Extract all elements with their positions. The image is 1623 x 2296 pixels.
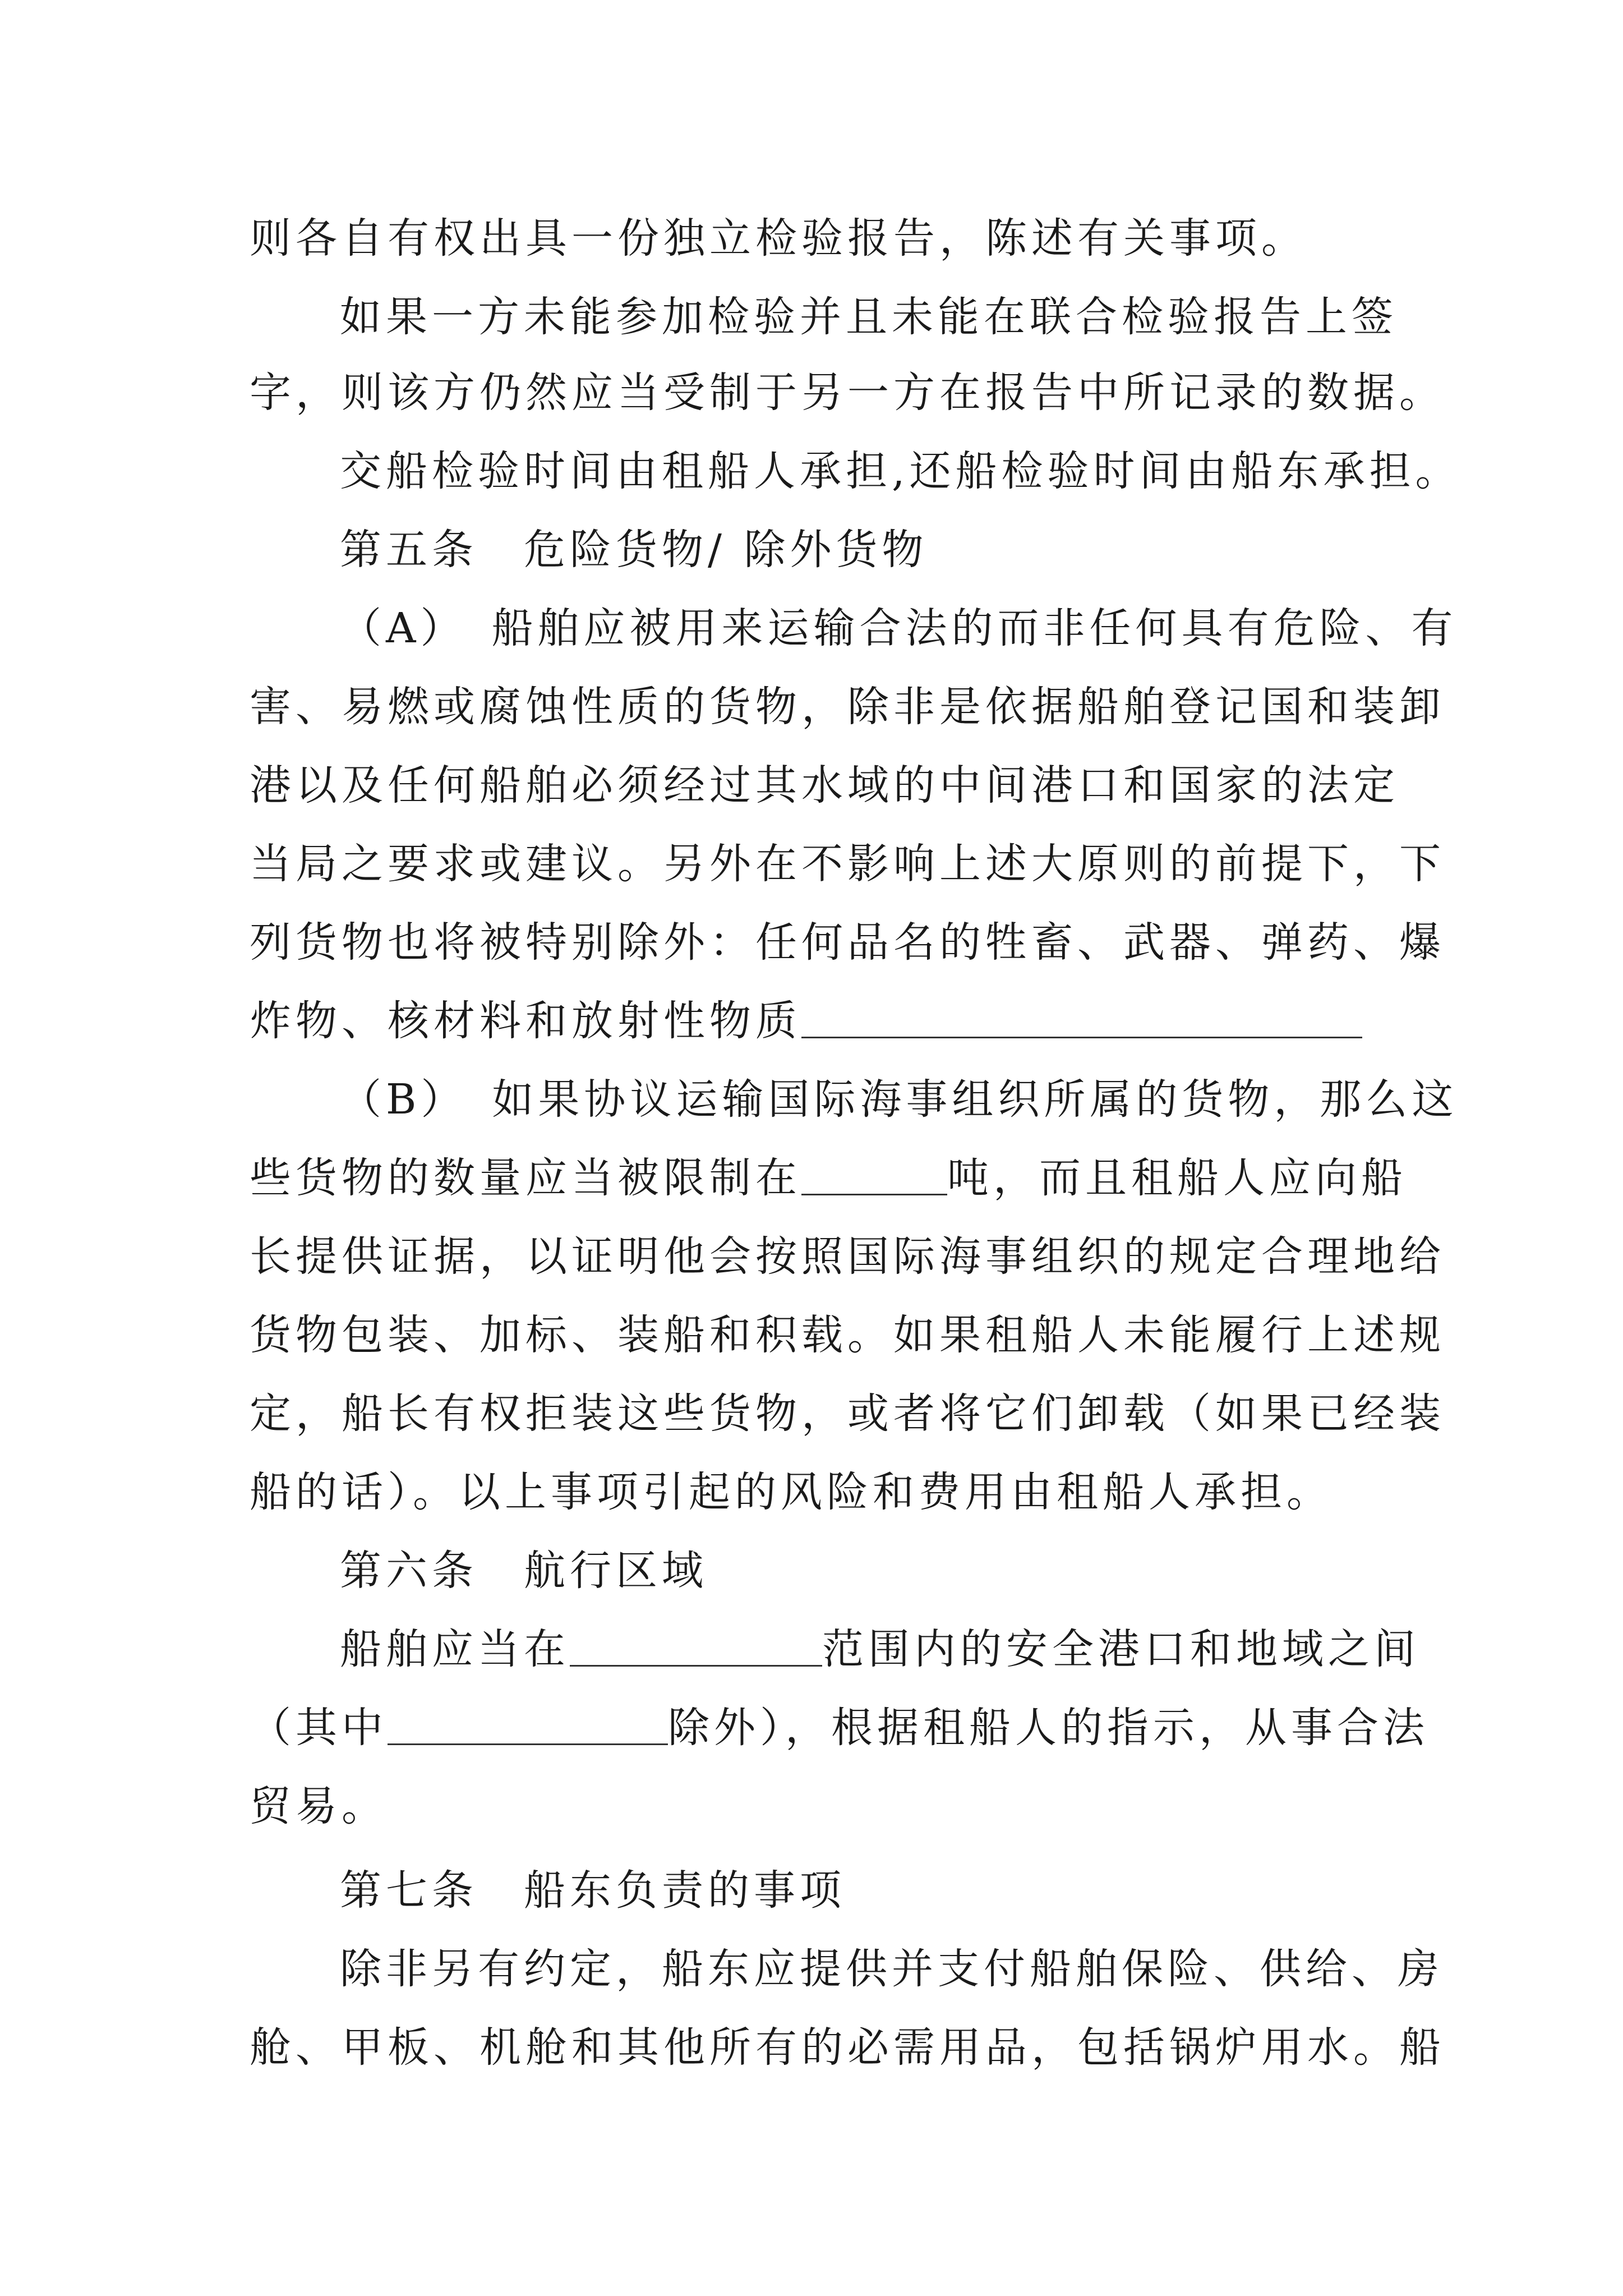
- fill-in-blank[interactable]: [570, 1626, 822, 1667]
- text-segment: （其中: [250, 1704, 388, 1752]
- text-line: 贸易。: [250, 1782, 388, 1830]
- text-line: （A） 船舶应被用来运输合法的而非任何具有危险、有: [340, 604, 1458, 652]
- text-line: 当局之要求或建议。另外在不影响上述大原则的前提下，下: [250, 840, 1445, 888]
- text-line-with-blank: [340, 1616, 1420, 1683]
- text-line: 交船检验时间由租船人承担,还船检验时间由船东承担。: [340, 447, 1461, 495]
- text-line: 货物包装、加标、装船和积载。如果租船人未能履行上述规: [250, 1311, 1445, 1359]
- text-segment: 炸物、核材料和放射性物质: [250, 997, 801, 1045]
- text-segment: 范围内的安全港口和地域之间: [822, 1625, 1420, 1673]
- fill-in-blank[interactable]: [801, 1154, 947, 1195]
- section-heading-article-7: 第七条 船东负责的事项: [340, 1866, 846, 1915]
- text-line-with-blank: [250, 1144, 1407, 1212]
- text-line: 舱、甲板、机舱和其他所有的必需用品，包括锅炉用水。船: [250, 2023, 1445, 2072]
- text-line: （B） 如果协议运输国际海事组织所属的货物，那么这: [340, 1075, 1458, 1124]
- text-line: 长提供证据，以证明他会按照国际海事组织的规定合理地给: [250, 1232, 1445, 1281]
- text-line: 列货物也将被特别除外：任何品名的牲畜、武器、弹药、爆: [250, 918, 1445, 967]
- text-segment: 吨，而且租船人应向船: [947, 1154, 1407, 1202]
- text-line: 定，船长有权拒装这些货物，或者将它们卸载（如果已经装: [250, 1389, 1445, 1438]
- text-line-with-blank: [250, 1694, 1429, 1761]
- text-line: 害、易燃或腐蚀性质的货物，除非是依据船舶登记国和装卸: [250, 683, 1445, 731]
- fill-in-blank[interactable]: [388, 1704, 668, 1745]
- text-segment: 船舶应当在: [340, 1625, 570, 1673]
- text-line: 除非另有约定，船东应提供并支付船舶保险、供给、房: [340, 1945, 1444, 1993]
- text-segment: 些货物的数量应当被限制在: [250, 1154, 801, 1202]
- text-line: 船的话）。以上事项引起的风险和费用由租船人承担。: [250, 1468, 1332, 1516]
- section-heading-article-5: 第五条 危险货物/ 除外货物: [340, 526, 928, 574]
- text-segment: 除外），根据租船人的指示，从事合法: [668, 1704, 1429, 1752]
- text-line-with-blank: [250, 987, 1362, 1055]
- text-line: 如果一方未能参加检验并且未能在联合检验报告上签: [340, 293, 1398, 341]
- section-heading-article-6: 第六条 航行区域: [340, 1547, 708, 1595]
- text-line: 港以及任何船舶必须经过其水域的中间港口和国家的法定: [250, 761, 1399, 809]
- text-line: 则各自有权出具一份独立检验报告，陈述有关事项。: [250, 214, 1307, 263]
- text-line: 字，则该方仍然应当受制于另一方在报告中所记录的数据。: [250, 369, 1445, 417]
- fill-in-blank[interactable]: [801, 997, 1362, 1038]
